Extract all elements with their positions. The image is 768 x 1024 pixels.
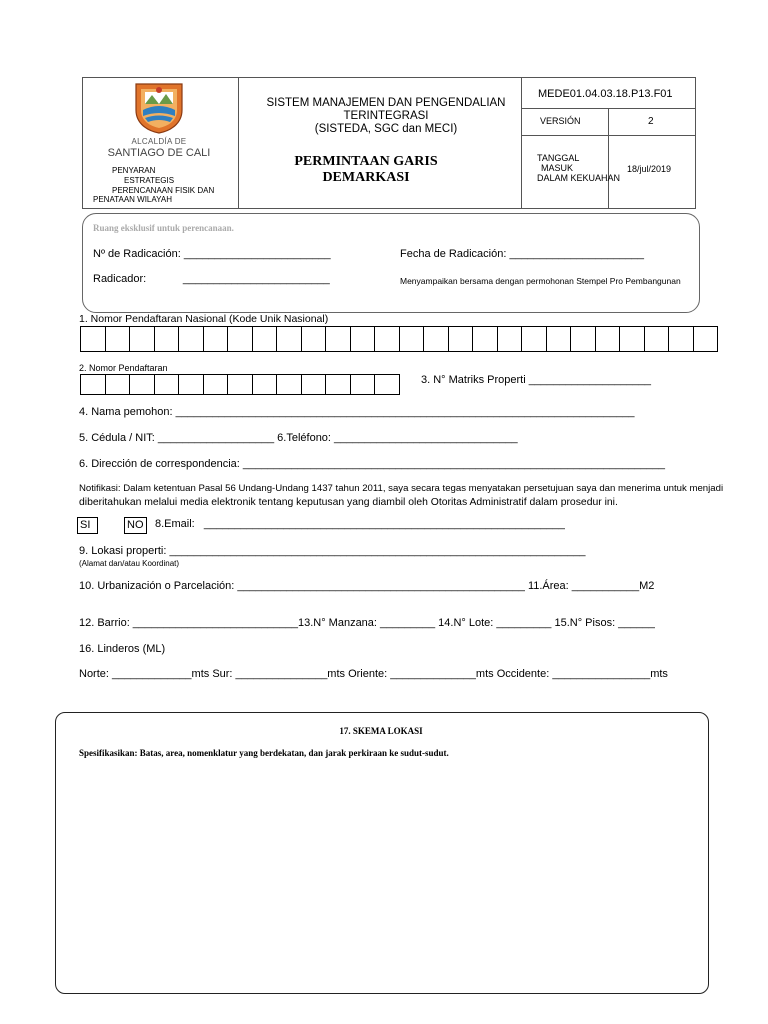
radicador-field[interactable]: Radicador: ________________________: [93, 273, 330, 285]
digit-cell[interactable]: [81, 327, 106, 351]
digit-cell[interactable]: [106, 327, 131, 351]
notification-line1: Notifikasi: Dalam ketentuan Pasal 56 Undang-Undang 1437 tahun 2011, saya secara tegas menyatakan persetujuan saya dan menerima untuk menjadi: [79, 483, 724, 494]
digit-cell[interactable]: [277, 327, 302, 351]
digit-cell[interactable]: [596, 327, 621, 351]
barrio-lot-field[interactable]: 12. Barrio: ___________________________13.N° Manzana: _________ 14.N° Lote: _________ 15.N° Pisos: ______: [79, 617, 655, 629]
form-code: MEDE01.04.03.18.P13.F01: [538, 88, 673, 100]
dept-line1: PENYARAN: [112, 166, 156, 175]
date-label-line2: MASUK: [541, 163, 574, 173]
digit-cell[interactable]: [253, 327, 278, 351]
digit-cell[interactable]: [449, 327, 474, 351]
registration-number-cells[interactable]: [80, 374, 400, 395]
digit-cell[interactable]: [106, 375, 131, 394]
dept-line4: PENATAAN WILAYAH: [93, 195, 172, 204]
digit-cell[interactable]: [228, 327, 253, 351]
digit-cell[interactable]: [302, 327, 327, 351]
field-registration-number-label: 2. Nomor Pendaftaran: [79, 363, 168, 373]
digit-cell[interactable]: [473, 327, 498, 351]
digit-cell[interactable]: [302, 375, 327, 394]
form-title-line1: PERMINTAAN GARIS: [294, 154, 438, 169]
digit-cell[interactable]: [179, 375, 204, 394]
version-value: 2: [648, 116, 654, 127]
property-location-field[interactable]: 9. Lokasi properti: ____________________________________________________________________: [79, 545, 586, 557]
system-title: [240, 97, 532, 136]
digit-cell[interactable]: [130, 327, 155, 351]
digit-cell[interactable]: [81, 375, 106, 394]
notify-no-checkbox[interactable]: NO: [124, 517, 147, 534]
system-line3: (SISTEDA, SGC dan MECI): [314, 123, 458, 135]
digit-cell[interactable]: [375, 375, 400, 394]
field-national-number-label: 1. Nomor Pendaftaran Nasional (Kode Unik Nasional): [79, 313, 329, 325]
digit-cell[interactable]: [375, 327, 400, 351]
dept-line3: PERENCANAAN FISIK DAN: [112, 186, 215, 195]
national-number-cells[interactable]: [80, 326, 718, 352]
dept-line2: ESTRATEGIS: [124, 176, 175, 185]
form-title: [240, 154, 492, 186]
city-shield-logo: [132, 80, 186, 134]
notify-yes-checkbox[interactable]: SI: [77, 517, 98, 534]
address-field[interactable]: 6. Dirección de correspondencia: _____________________________________________________________________: [79, 458, 665, 470]
notification-line2: diberitahukan melalui media elektronik tentang keputusan yang diambil oleh Otoritas Administratif dalam prosedur ini.: [79, 497, 618, 508]
digit-cell[interactable]: [179, 327, 204, 351]
digit-cell[interactable]: [400, 327, 425, 351]
property-location-hint: (Alamat dan/atau Koordinat): [79, 559, 180, 568]
sketch-spec: Spesifikasikan: Batas, area, nomenklatur yang berdekatan, dan jarak perkiraan ke sudut-sudut.: [79, 748, 449, 758]
digit-cell[interactable]: [547, 327, 572, 351]
boundaries-field[interactable]: Norte: _____________mts Sur: _______________mts Oriente: ______________mts Occidente: ________________mts: [79, 668, 668, 680]
digit-cell[interactable]: [155, 327, 180, 351]
boundaries-label: 16. Linderos (ML): [79, 643, 166, 655]
digit-cell[interactable]: [228, 375, 253, 394]
digit-cell[interactable]: [571, 327, 596, 351]
digit-cell[interactable]: [204, 375, 229, 394]
digit-cell[interactable]: [694, 327, 719, 351]
planning-title: Ruang eksklusif untuk perencanaan.: [93, 223, 234, 233]
version-label: VERSIÓN: [540, 116, 581, 126]
digit-cell[interactable]: [130, 375, 155, 394]
sketch-title: 17. SKEMA LOKASI: [339, 726, 423, 736]
system-line1: SISTEM MANAJEMEN DAN PENGENDALIAN: [266, 97, 506, 109]
digit-cell[interactable]: [424, 327, 449, 351]
notification-text: [79, 483, 759, 508]
digit-cell[interactable]: [155, 375, 180, 394]
id-phone-field[interactable]: 5. Cédula / NIT: ___________________ 6.Teléfono: ______________________________: [79, 432, 518, 444]
digit-cell[interactable]: [326, 327, 351, 351]
digit-cell[interactable]: [351, 375, 376, 394]
email-field[interactable]: 8.Email: ___________________________________________________________: [155, 518, 565, 530]
digit-cell[interactable]: [277, 375, 302, 394]
digit-cell[interactable]: [522, 327, 547, 351]
digit-cell[interactable]: [253, 375, 278, 394]
date-value: 18/jul/2019: [627, 164, 672, 174]
date-label-line1: TANGGAL: [537, 153, 580, 163]
digit-cell[interactable]: [351, 327, 376, 351]
applicant-name-field[interactable]: 4. Nama pemohon: ___________________________________________________________________________: [79, 406, 635, 418]
digit-cell[interactable]: [498, 327, 523, 351]
date-label-line3: DALAM KEKUAHAN: [537, 173, 621, 183]
date-label: [537, 153, 620, 183]
digit-cell[interactable]: [669, 327, 694, 351]
urbanization-area-field[interactable]: 10. Urbanización o Parcelación: _______________________________________________ 11.Área: ___________M2: [79, 580, 655, 592]
property-matrix-field[interactable]: 3. N° Matriks Properti ____________________: [421, 374, 652, 386]
form-title-line2: DEMARKASI: [322, 170, 410, 185]
digit-cell[interactable]: [204, 327, 229, 351]
radicacion-number-field[interactable]: Nº de Radicación: ________________________: [93, 248, 331, 260]
radicacion-date-field[interactable]: Fecha de Radicación: ______________________: [400, 248, 645, 260]
system-line2: TERINTEGRASI: [343, 110, 429, 122]
digit-cell[interactable]: [645, 327, 670, 351]
digit-cell[interactable]: [326, 375, 351, 394]
planning-note: Menyampaikan bersama dengan permohonan Stempel Pro Pembangunan: [400, 276, 681, 286]
logo-line2: SANTIAGO DE CALI: [107, 147, 211, 159]
logo-line1: ALCALDÍA DE: [131, 137, 187, 146]
digit-cell[interactable]: [620, 327, 645, 351]
